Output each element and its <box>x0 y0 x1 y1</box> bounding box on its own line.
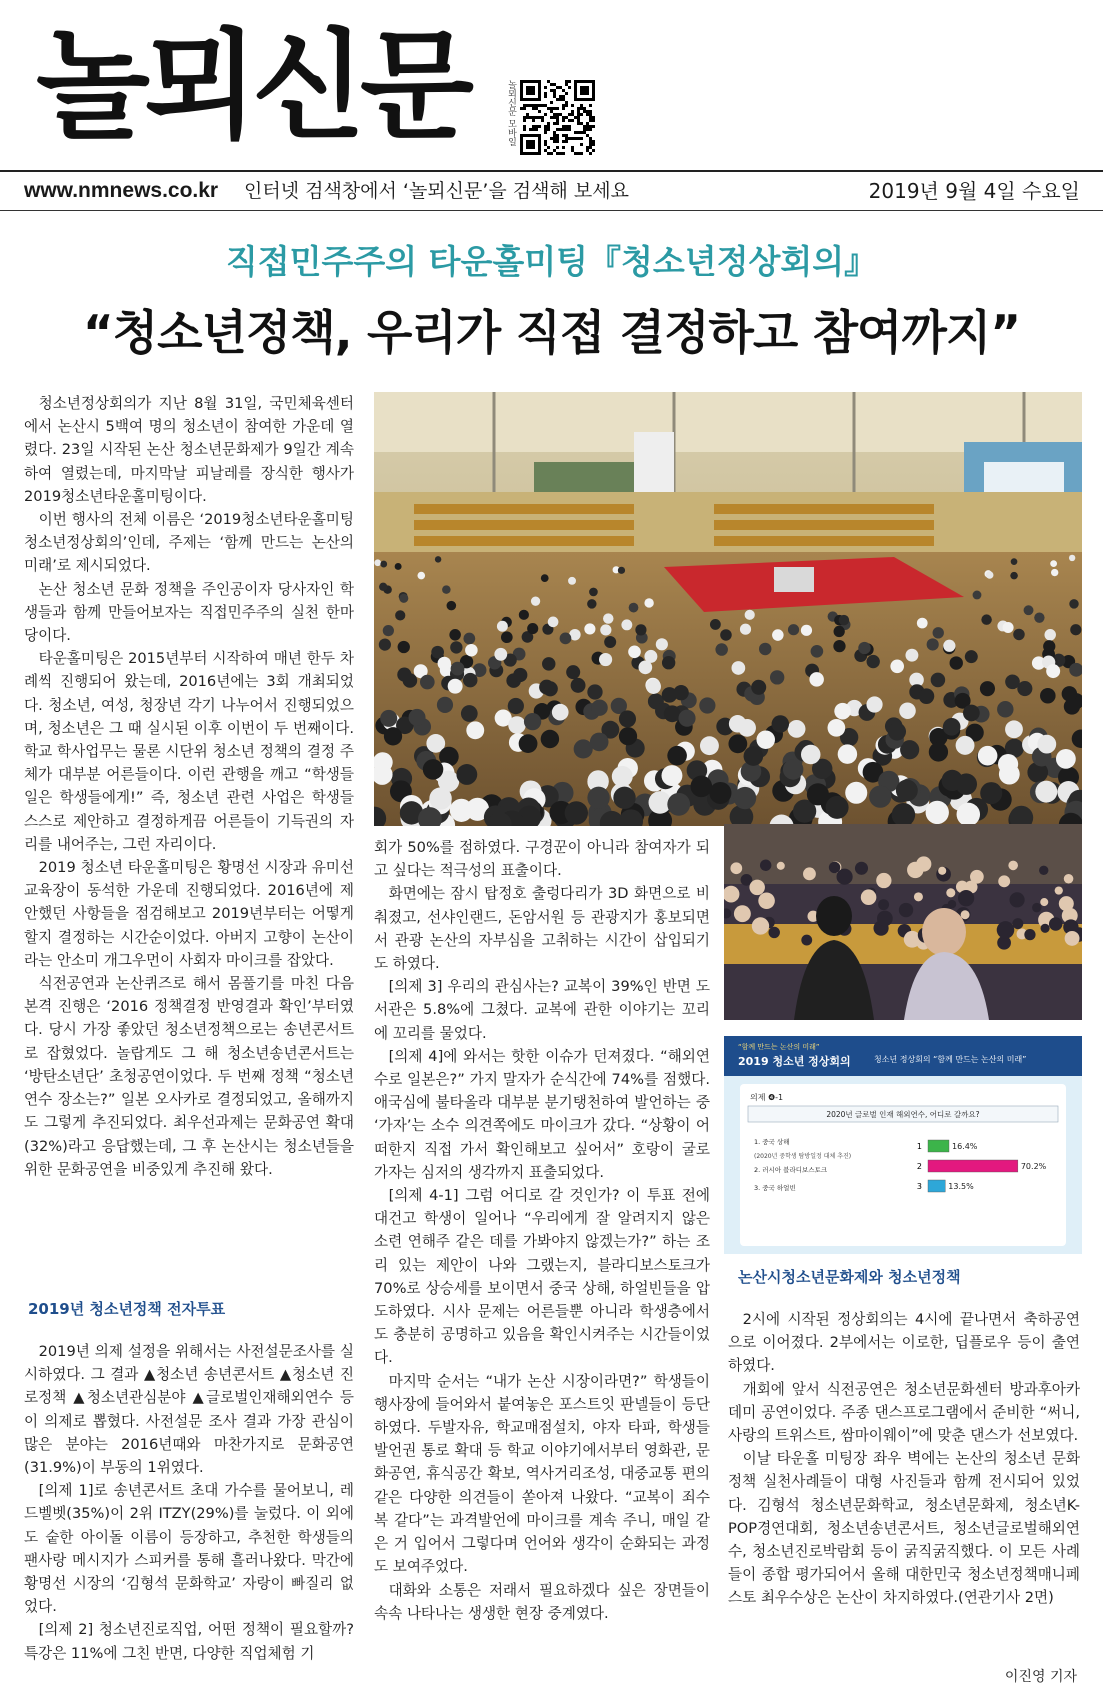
article-column-2 <box>374 836 710 1625</box>
paragraph: [의제 3] 우리의 관심사는? 교복이 39%인 반면 도서관은 5.8%에 그쳤다. 교복에 관한 이야기는 꼬리에 꼬리를 물었다. <box>374 978 710 1042</box>
paragraph: 2시에 시작된 정상회의는 4시에 끝나면서 축하공연으로 이어졌다. 2부에서는 이로한, 딥플로우 등이 출연하였다. <box>728 1311 1080 1375</box>
info-rule <box>0 210 1103 211</box>
bar-value-label: 13.5% <box>948 1182 974 1191</box>
photo-caption: 논산시청소년문화제와 청소년정책 <box>738 1268 961 1286</box>
website-url[interactable]: www.nmnews.co.kr <box>24 179 219 202</box>
poll-bar <box>928 1180 945 1192</box>
poll-bar <box>928 1140 949 1152</box>
article-kicker: 직접민주주의 타운홀미팅『청소년정상회의』 <box>225 242 878 281</box>
article-headline: “청소년정책, 우리가 직접 결정하고 참여까지” <box>82 306 1021 361</box>
paragraph: [의제 1]로 송년콘서트 초대 가수를 물어보니, 레드벨벳(35%)이 2위 ITZY(29%)를 눌렀다. 이 외에도 숱한 아이돌 이름이 등장하고, 추천한 학생들의 팬사랑 메시지가 스피커를 통해 흘러나왔다. 막간에 황명선 시장의 ‘김형석 문화학교’ 자랑이 빠질리 없었다. <box>24 1482 354 1616</box>
paragraph: 논산 청소년 문화 정책을 주인공이자 당사자인 학생들과 함께 만들어보자는 직접민주주의 실천 한마당이다. <box>24 580 354 645</box>
paragraph: 마지막 순서는 “내가 논산 시장이라면?” 학생들이 행사장에 들어와서 붙여놓은 포스트잇 판넬들이 등단하였다. 두발자유, 학교매점설치, 야자 타파, 학생들 발언권 통로 확대 등 학교 이야기에서부터 영화관, 문화공연, 휴식공간 확보, 역사거리조성, 대중교통 편의 같은 다양한 의견들이 쏟아져 나왔다. “교복이 죄수복 같다”는 과격발언에 마이크를 계속 주니, 매일 같은 거 입어서 그렇다며 언어와 생각이 순화되는 과정도 보여주었다. <box>374 1372 710 1576</box>
slide-option-1-note: (2020년 중학생 탐방일정 대체 추진) <box>754 1153 852 1160</box>
byline: 이진영 기자 <box>1004 1669 1077 1685</box>
issue-date: 2019년 9월 4일 수요일 <box>868 179 1080 203</box>
paragraph: 타운홀미팅은 2015년부터 시작하여 매년 한두 차례씩 진행되어 왔는데, 2016년에는 3회 개최되었다. 청소년, 여성, 청장년 각기 나누어서 진행되었으며, 청소년은 그 때 실시된 이후 이번이 두 번째이다. 학교 학사업무는 물론 시단위 청소년 정책의 결정 주체가 대부분 어른들이다. 이런 관행을 깨고 “학생들 일은 학생들에게!” 즉, 청소년 관련 사업은 학생들 스스로 제안하고 결정하게끔 어른들이 기득권의 자리를 내어주는, 그런 자리이다. <box>24 650 354 853</box>
paragraph: 화면에는 잠시 탑정호 출렁다리가 3D 화면으로 비춰졌고, 선샤인랜드, 돈암서원 등 관광지가 홍보되면서 관광 논산의 자부심을 고취하는 시간이 삽입되기도 하였다. <box>374 885 710 973</box>
slide-question: 2020년 글로벌 인재 해외연수, 어디로 갈까요? <box>826 1110 980 1119</box>
main-photo-townhall <box>374 392 1082 826</box>
poll-chart <box>724 1036 1082 1254</box>
bar-value-label: 70.2% <box>1020 1162 1047 1171</box>
bar-category-label: 3 <box>916 1182 922 1191</box>
poll-screen-photo <box>724 1036 1082 1254</box>
paragraph: 2019 청소년 타운홀미팅은 황명선 시장과 유미선 교육장이 동석한 가운데 진행되었다. 2016년에 제안했던 사항들을 점검해보고 2019년부터는 어떻게 할지 결정하는 시간순이었다. 아버지 고향이 논산이라는 안소미 개그우먼이 사회자 마이크를 잡았다. <box>24 859 354 969</box>
paragraph: [의제 4-1] 그럼 어디로 갈 것인가? 이 투표 전에 대건고 학생이 일어나 “우리에게 잘 알려지지 않은 소련 연해주 같은 데를 가봐야지 않겠는가?” 하는 조리 있는 제안이 나와 그랬는지, 블라디보스토크가 70%로 상승세를 보이면서 중국 상해, 하얼빈들을 압도하였다. 시사 문제는 어른들뿐 아니라 학생층에서도 충분히 공명하고 있음을 확인시켜주는 시간들이었다. <box>374 1187 710 1367</box>
section-subhead: 2019년 청소년정책 전자투표 <box>28 1300 226 1318</box>
paragraph: 2019년 의제 설정을 위해서는 사전설문조사를 실시하였다. 그 결과 ▲청소년 송년콘서트 ▲청소년 진로정책 ▲청소년관심분야 ▲글로벌인재해외연수 등이 의제로 뽑혔다. 사전설문 조사 결과 가장 관심이 많은 분야는 2016년때와 마찬가지로 문화공연(31.9%)이 부동의 1위였다. <box>24 1343 354 1477</box>
slide-option-2: 2. 러시아 블라디보스토크 <box>754 1166 828 1174</box>
paragraph: [의제 2] 청소년진로직업, 어떤 정책이 필요할까? 특강은 11%에 그친 반면, 다양한 직업체험 기 <box>24 1621 354 1662</box>
newspaper-logo: 놀뫼신문 <box>36 17 468 155</box>
bar-value-label: 16.4% <box>951 1142 978 1151</box>
paragraph: 개회에 앞서 식전공연은 청소년문화센터 방과후아카데미 공연이었다. 주종 댄스프로그램에서 준비한 “써니, 사랑의 트위스트, 쌈마이웨이”에 맞춘 댄스가 선보였다. <box>728 1380 1080 1445</box>
slide-top-line: “함께 만드는 논산의 미래” <box>738 1043 820 1051</box>
second-photo-speaker <box>724 824 1082 1020</box>
logo-side-text: 놀뫼신문 모바일 <box>506 80 516 146</box>
paragraph: 이날 타운홀 미팅장 좌우 벽에는 논산의 청소년 문화정책 실천사례들이 대형 사진들과 함께 전시되어 있었다. 김형석 청소년문화학교, 청소년문화제, 청소년K-POP경연대회, 청소년송년콘서트, 청소년글로벌해외연수, 청소년진로박람회 등이 굵직굵직했다. 이 모든 사례들이 종합 평가되어서 올해 대한민국 청소년정책매니페스토 최우수상은 논산이 차지하였다.(연관기사 2면) <box>728 1450 1080 1607</box>
article-column-3 <box>728 1308 1080 1610</box>
paragraph: [의제 4]에 와서는 핫한 이슈가 던져졌다. “해외연수로 일본은?” 가지 말자가 순식간에 74%를 점했다. 애국심에 불타올라 대부분 분기탱천하여 발언하는 중 ‘가자’는 소수 의견쪽에도 마이크가 갔다. “상황이 어떠한지 직접 가서 확인해보고 싶어서” 호랑이 굴로 가자는 심저의 생각까지 표출되었다. <box>374 1047 710 1181</box>
paragraph: 회가 50%를 점하였다. 구경꾼이 아니라 참여자가 되고 싶다는 적극성의 표출이다. <box>374 839 710 880</box>
qr-code-icon[interactable] <box>520 70 596 164</box>
search-tagline: 인터넷 검색창에서 ‘놀뫼신문’을 검색해 보세요 <box>244 180 629 202</box>
info-bar <box>24 174 1080 208</box>
article-column-1b <box>24 1340 354 1665</box>
article-column-1 <box>24 392 354 1181</box>
paragraph: 대화와 소통은 저래서 필요하겠다 싶은 장면들이 속속 나타나는 생생한 현장 중계였다. <box>374 1581 710 1622</box>
slide-agenda-tag: 의제 ❹-1 <box>750 1093 784 1102</box>
slide-event-title: 2019 청소년 정상회의 <box>738 1055 851 1068</box>
paragraph: 이번 행사의 전체 이름은 ‘2019청소년타운홀미팅 청소년정상회의’인데, 주제는 ‘함께 만드는 논산의 미래’로 제시되었다. <box>24 511 354 575</box>
speaker-photo-illustration <box>724 824 1082 1020</box>
bar-category-label: 1 <box>916 1142 922 1151</box>
bar-category-label: 2 <box>916 1162 922 1171</box>
slide-header-right: 청소년 정상회의 “함께 만드는 논산의 미래” <box>874 1055 1027 1064</box>
paragraph: 식전공연과 논산퀴즈로 해서 몸풀기를 마친 다음 본격 진행은 ‘2016 정책결정 반영결과 확인’부터였다. 당시 가장 좋았던 청소년정책으로는 송년콘서트로 잡혔었다. 놀랍게도 그 해 청소년송년콘서트는 ‘방탄소년단’ 초청공연이었다. 두 번째 정책 “청소년연수 장소는?” 일본 오사카로 결정되었고, 올해까지도 그렇게 추진되었다. 최우선과제는 문화공연 확대(32%)라고 응답했는데, 그 후 논산시는 청소년들을 위한 문화공연을 비중있게 추진해 왔다. <box>24 975 354 1178</box>
poll-bar <box>928 1160 1018 1172</box>
masthead <box>36 14 1076 164</box>
slide-option-1: 1. 중국 상해 <box>754 1138 790 1146</box>
paragraph: 청소년정상회의가 지난 8월 31일, 국민체육센터에서 논산시 5백여 명의 청소년이 참여한 가운데 열렸다. 23일 시작된 논산 청소년문화제가 9일간 계속하여 열렸는데, 마지막날 피날레를 장식한 행사가 2019청소년타운홀미팅이다. <box>24 395 354 505</box>
slide-option-3: 3. 중국 하얼빈 <box>754 1184 796 1192</box>
masthead-rule <box>0 170 1103 172</box>
townhall-photo-illustration <box>374 392 1082 826</box>
